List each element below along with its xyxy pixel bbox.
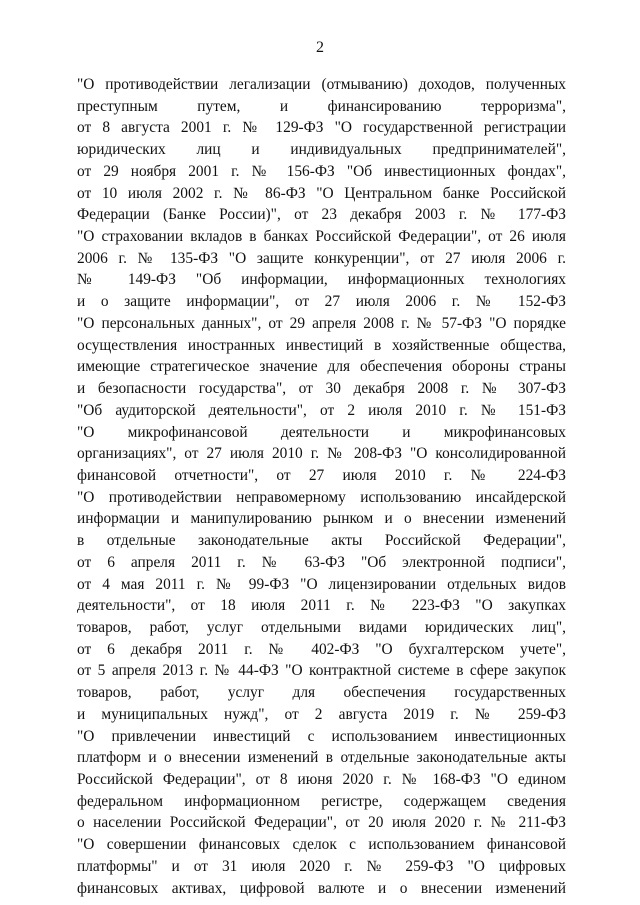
text-line: 2006 г. № 135-ФЗ "О защите конкуренции", от 27 июля 2006 г. <box>77 249 566 267</box>
text-line: товаров, работ, услуг отдельными видами юридических лиц", <box>77 618 566 636</box>
text-line: осуществления иностранных инвестиций в хозяйственные общества, <box>77 336 566 354</box>
text-line: от 10 июля 2002 г. № 86-ФЗ "О Центральном банке Российской <box>77 184 566 202</box>
text-line: "О противодействии неправомерному использованию инсайдерской <box>77 488 566 506</box>
text-line: деятельности", от 18 июля 2011 г. № 223-ФЗ "О закупках <box>77 597 566 615</box>
text-line: о населении Российской Федерации", от 20 июля 2020 г. № 211-ФЗ <box>77 814 566 832</box>
text-line: "Об аудиторской деятельности", от 2 июля 2010 г. № 151-ФЗ <box>77 401 566 419</box>
text-line: от 6 апреля 2011 г. № 63-ФЗ "Об электронной подписи", <box>77 553 566 571</box>
text-line: и муниципальных нужд", от 2 августа 2019 г. № 259-ФЗ <box>77 705 566 723</box>
text-line: "О противодействии легализации (отмыванию) доходов, полученных <box>77 76 566 93</box>
text-line: финансовой отчетности", от 27 июля 2010 г. № 224-ФЗ <box>77 466 566 484</box>
text-line: информации и манипулированию рынком и о внесении изменений <box>77 510 566 528</box>
text-line: от 5 апреля 2013 г. № 44-ФЗ "О контрактной системе в сфере закупок <box>77 662 566 680</box>
text-line: и о защите информации", от 27 июля 2006 г. № 152-ФЗ <box>77 293 566 311</box>
text-line: имеющие стратегическое значение для обеспечения обороны страны <box>77 358 566 376</box>
text-line: Федерации (Банке России)", от 23 декабря 2003 г. № 177-ФЗ <box>77 206 566 224</box>
body-text <box>77 74 566 899</box>
text-line: от 8 августа 2001 г. № 129-ФЗ "О государственной регистрации <box>77 119 566 137</box>
text-line: товаров, работ, услуг для обеспечения государственных <box>77 684 566 702</box>
text-line: от 4 мая 2011 г. № 99-ФЗ "О лицензировании отдельных видов <box>77 575 566 593</box>
text-line: от 6 декабря 2011 г. № 402-ФЗ "О бухгалтерском учете", <box>77 640 566 658</box>
text-line: юридических лиц и индивидуальных предпринимателей", <box>77 141 566 159</box>
text-line: "О страховании вкладов в банках Российской Федерации", от 26 июля <box>77 228 566 246</box>
text-line: Российской Федерации", от 8 июня 2020 г. № 168-ФЗ "О едином <box>77 771 566 788</box>
text-line: "О привлечении инвестиций с использованием инвестиционных <box>77 727 566 745</box>
text-line: платформ и о внесении изменений в отдельные законодательные акты <box>77 749 566 767</box>
text-line: финансовых активах, цифровой валюте и о внесении изменений <box>77 879 566 897</box>
text-line: "О совершении финансовых сделок с использованием финансовой <box>77 836 566 854</box>
text-line: в отдельные законодательные акты Российской Федерации", <box>77 532 566 550</box>
text-line: от 29 ноября 2001 г. № 156-ФЗ "Об инвестиционных фондах", <box>77 162 566 180</box>
text-line: "О персональных данных", от 29 апреля 2008 г. № 57-ФЗ "О порядке <box>77 314 566 332</box>
text-line: "О микрофинансовой деятельности и микрофинансовых <box>77 423 566 441</box>
page-number: 2 <box>316 39 324 56</box>
text-line: № 149-ФЗ "Об информации, информационных технологиях <box>77 271 566 289</box>
text-line: федеральном информационном регистре, содержащем сведения <box>77 792 566 810</box>
text-line: организациях", от 27 июля 2010 г. № 208-ФЗ "О консолидированной <box>77 445 566 463</box>
text-line: и безопасности государства", от 30 декабря 2008 г. № 307-ФЗ <box>77 380 566 398</box>
text-line: платформы" и от 31 июля 2020 г. № 259-ФЗ "О цифровых <box>77 857 566 875</box>
text-line: преступным путем, и финансированию терроризма", <box>77 97 566 115</box>
